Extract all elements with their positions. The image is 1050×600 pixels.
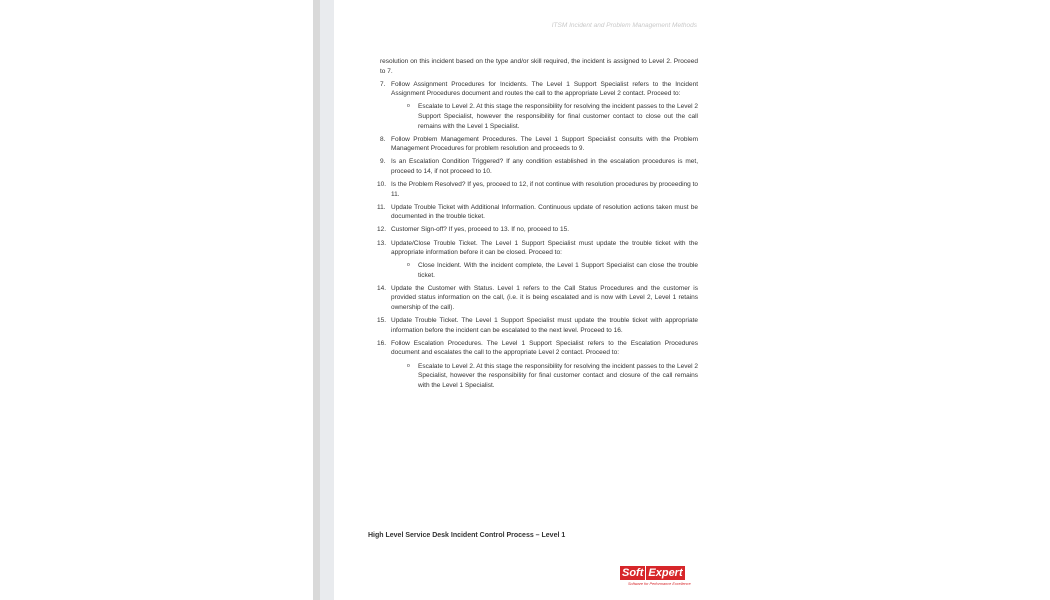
step-number: 7. — [380, 80, 386, 88]
step-text: Update Trouble Ticket. The Level 1 Support Specialist must update the trouble ticket with appropriate information before the incident can be escalated to the next level. Proceed to 16. — [391, 317, 698, 334]
softexpert-logo — [620, 563, 702, 589]
step-number: 15. — [377, 317, 387, 325]
step-number: 11. — [377, 203, 386, 211]
step-text: Is the Problem Resolved? If yes, proceed to 12, if not continue with resolution procedures by proceeding to 11. — [391, 181, 698, 198]
step-16 — [377, 339, 698, 358]
step-text: Update/Close Trouble Ticket. The Level 1 Support Specialist must update the trouble ticket with the appropriate information before it can be closed. Proceed to: — [391, 239, 698, 257]
footer-title: High Level Service Desk Incident Control Process – Level 1 — [368, 532, 566, 539]
intro-paragraph: resolution on this incident based on the type and/or skill required, the incident is assigned to Level 2. Proceed to 7. — [380, 58, 698, 75]
running-header: ITSM Incident and Problem Management Methods — [551, 22, 697, 29]
step-14 — [377, 284, 698, 313]
step-15 — [377, 316, 698, 335]
step-number: 10. — [377, 181, 387, 189]
step-text: Is an Escalation Condition Triggered? If any condition established in the escalation procedures is met, proceed to 14, if not proceed to 10. — [391, 158, 698, 175]
step-text: Follow Problem Management Procedures. The Level 1 Support Specialist consults with the Problem Management Procedures for problem resolution and proceeds to 9. — [391, 135, 698, 153]
step-7 — [380, 80, 698, 99]
step-number: 13. — [377, 239, 387, 247]
document-body — [377, 57, 698, 394]
step-8 — [380, 135, 698, 154]
step-number: 8. — [380, 135, 386, 143]
step-number: 12. — [377, 226, 387, 234]
substep-text: Escalate to Level 2. At this stage the responsibility for resolving the incident passes to the Level 2 Specialist, however the responsibility for final customer contact and closure of the call remains with the Level 1 Specialist. — [418, 362, 698, 389]
bullet-icon: o — [407, 362, 410, 369]
step-text: Follow Assignment Procedures for Incidents. The Level 1 Support Specialist refers to the Incident Assignment Procedures document and routes the call to the appropriate Level 2 contact. Proceed to: — [391, 80, 698, 98]
step-number: 9. — [380, 158, 386, 166]
substep-16 — [407, 362, 698, 391]
bullet-icon: o — [407, 262, 410, 269]
logo-soft-text: Soft — [622, 567, 644, 579]
step-text: Update the Customer with Status. Level 1 refers to the Call Status Procedures and the customer is provided status information on the call, (i.e. it is being escalated and is now with Level 2, Level 1 retains ownership of the call). — [391, 284, 698, 312]
page-margin — [320, 0, 334, 600]
scrollbar-track[interactable] — [313, 0, 320, 600]
substep-text: Escalate to Level 2. At this stage the responsibility for resolving the incident passes to the Level 2 Support Specialist, however the responsibility for final customer contact to close out the call remains with the Level 1 Specialist. — [418, 103, 698, 130]
step-number: 14. — [377, 284, 387, 292]
bullet-icon: o — [407, 103, 410, 110]
step-text: Update Trouble Ticket with Additional Information. Continuous update of resolution actions taken must be documented in the trouble ticket. — [391, 203, 698, 221]
step-text: Customer Sign-off? If yes, proceed to 13. If no, proceed to 15. — [391, 226, 570, 234]
substep-13 — [407, 261, 698, 280]
step-10 — [377, 180, 698, 199]
step-number: 16. — [377, 339, 387, 347]
step-13 — [377, 239, 698, 258]
logo-tagline: Software for Performance Excellence — [628, 582, 691, 586]
step-11 — [377, 203, 698, 222]
substep-7 — [407, 102, 698, 131]
logo-expert-text: Expert — [648, 567, 683, 579]
step-12 — [377, 225, 698, 235]
step-9 — [380, 157, 698, 176]
document-page — [334, 0, 730, 600]
step-text: Follow Escalation Procedures. The Level 1 Support Specialist refers to the Escalation Procedures document and escalates the call to the appropriate Level 2 contact. Proceed to: — [391, 339, 698, 357]
substep-text: Close Incident. With the incident complete, the Level 1 Support Specialist can close the trouble ticket. — [418, 262, 698, 279]
